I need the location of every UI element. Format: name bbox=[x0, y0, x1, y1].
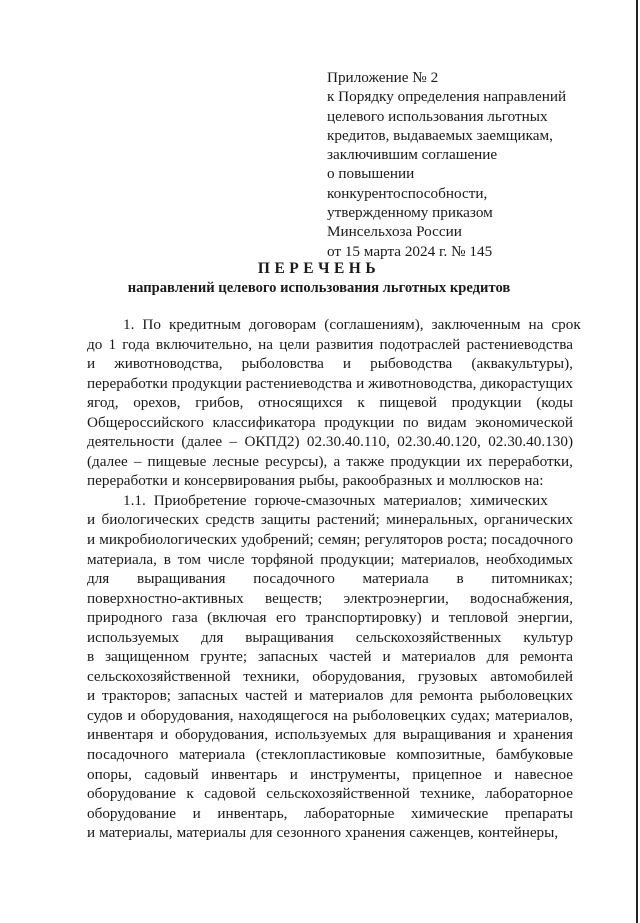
text-line bbox=[87, 823, 573, 843]
word: ОКПД2) bbox=[244, 433, 300, 451]
word: их bbox=[466, 452, 483, 470]
word: пищевой bbox=[379, 394, 437, 412]
word: (включая bbox=[207, 609, 267, 627]
appendix-line: утвержденному приказом bbox=[327, 204, 493, 222]
word: запасных bbox=[257, 648, 319, 666]
text-line bbox=[87, 628, 573, 648]
word: экономической bbox=[475, 413, 573, 431]
word: рыболовецких bbox=[479, 687, 573, 705]
word: рыболовства bbox=[241, 355, 324, 373]
word: сельскохозяйственной bbox=[266, 785, 410, 803]
text-line bbox=[123, 315, 581, 335]
word: Общероссийского bbox=[87, 413, 204, 431]
word: удобрений; bbox=[241, 531, 314, 549]
word: животноводства, bbox=[368, 374, 477, 392]
word: инвентаря bbox=[87, 726, 154, 744]
word: торфяной bbox=[251, 550, 314, 568]
word: грибов, bbox=[195, 394, 244, 412]
word: и bbox=[87, 687, 96, 705]
word: ремонта bbox=[519, 648, 573, 666]
text-line bbox=[87, 510, 573, 530]
word: а bbox=[333, 452, 341, 470]
word: продукции bbox=[324, 413, 395, 431]
word: моллюсков bbox=[448, 472, 521, 490]
word: (соглашениям), bbox=[324, 316, 424, 333]
word: к bbox=[357, 394, 365, 412]
word: и bbox=[127, 706, 136, 724]
word: частей bbox=[328, 648, 372, 666]
word: оборудования, bbox=[312, 667, 406, 685]
word: инструменты, bbox=[310, 765, 400, 783]
word: химические bbox=[411, 804, 489, 822]
word: орехов, bbox=[133, 394, 181, 412]
word: средств bbox=[205, 511, 255, 529]
word: материалов; bbox=[383, 491, 462, 509]
word: (аквакультуры), bbox=[471, 355, 573, 373]
word: используемых bbox=[87, 628, 180, 646]
word: материалов, bbox=[494, 706, 573, 724]
word: выращивания bbox=[245, 628, 334, 646]
word: переработки bbox=[87, 472, 168, 490]
appendix-line: к Порядку определения направлений bbox=[327, 88, 567, 106]
word: для bbox=[390, 687, 413, 705]
word: техники, bbox=[243, 667, 300, 685]
word: растениеводства bbox=[466, 335, 573, 353]
word: материалы bbox=[176, 824, 247, 842]
word: классификатора bbox=[212, 413, 316, 431]
word: видам bbox=[427, 413, 467, 431]
word: для bbox=[87, 570, 110, 588]
word: на bbox=[332, 706, 348, 724]
text-line bbox=[87, 432, 573, 452]
appendix-line: заключившим соглашение bbox=[327, 146, 498, 164]
word: 1. bbox=[123, 316, 135, 333]
text-line bbox=[87, 471, 573, 491]
word: для bbox=[201, 628, 224, 646]
word: горюче-смазочных bbox=[254, 491, 376, 509]
word: посадочного bbox=[253, 570, 335, 588]
word: выращивания bbox=[137, 570, 226, 588]
word: консервирования bbox=[183, 472, 295, 490]
appendix-line: кредитов, выдаваемых заемщикам, bbox=[327, 126, 553, 144]
text-line bbox=[87, 647, 573, 667]
word: срок bbox=[551, 316, 581, 333]
word: и bbox=[294, 687, 303, 705]
word: материала bbox=[179, 746, 246, 764]
word: защиты bbox=[260, 511, 311, 529]
word: поверхностно-активных bbox=[87, 589, 244, 607]
word: для bbox=[486, 648, 509, 666]
word: заключенным bbox=[431, 316, 521, 333]
text-line bbox=[87, 569, 573, 589]
text-line bbox=[87, 393, 573, 413]
word: оборудования, bbox=[140, 706, 234, 724]
word: хранения bbox=[345, 824, 406, 842]
appendix-line: о повышении bbox=[327, 165, 415, 183]
word: развития bbox=[315, 335, 374, 353]
word: 1.1. bbox=[123, 491, 146, 509]
text-line bbox=[87, 589, 573, 609]
word: (стеклопластиковые bbox=[255, 746, 386, 764]
word: переработки bbox=[87, 374, 168, 392]
text-line bbox=[87, 667, 573, 687]
text-line bbox=[87, 452, 573, 472]
appendix-block bbox=[327, 68, 617, 261]
word: сельскохозяйственной bbox=[87, 667, 231, 685]
text-line bbox=[87, 413, 573, 433]
word: оборудование bbox=[87, 785, 176, 803]
word: относящихся bbox=[258, 394, 343, 412]
word: автомобилей bbox=[490, 667, 573, 685]
text-line bbox=[87, 745, 573, 765]
word: газа bbox=[171, 609, 198, 627]
word: рыбы, bbox=[298, 472, 339, 490]
word: деятельности bbox=[87, 433, 174, 451]
word: дикорастущих bbox=[480, 374, 573, 392]
word: продукции bbox=[451, 394, 522, 412]
word: оборудование bbox=[87, 804, 176, 822]
word: и bbox=[382, 648, 391, 666]
text-line bbox=[87, 804, 573, 824]
word: растений; bbox=[316, 511, 380, 529]
word: частей bbox=[244, 687, 288, 705]
word: рыбоводства bbox=[370, 355, 453, 373]
word: сезонного bbox=[276, 824, 342, 842]
word: грузовых bbox=[417, 667, 478, 685]
word: композитные, bbox=[396, 746, 486, 764]
appendix-line: конкурентоспособности, bbox=[327, 184, 488, 202]
word: и bbox=[342, 355, 352, 373]
word: бамбуковые bbox=[495, 746, 573, 764]
word: лесные bbox=[212, 452, 259, 470]
word: ягод, bbox=[87, 394, 119, 412]
word: опоры, bbox=[87, 765, 132, 783]
word: находящегося bbox=[238, 706, 329, 724]
word: садовый bbox=[144, 765, 199, 783]
word: Приобретение bbox=[153, 491, 247, 509]
word: семян; bbox=[317, 531, 361, 549]
word: материалов bbox=[309, 687, 384, 705]
word: в bbox=[163, 550, 171, 568]
word: прицепное bbox=[412, 765, 482, 783]
word: необходимых bbox=[485, 550, 573, 568]
word: веществ; bbox=[265, 589, 323, 607]
word: к bbox=[186, 785, 194, 803]
appendix-line: целевого использования льготных bbox=[327, 107, 548, 125]
word: органических bbox=[483, 511, 573, 529]
word: числе bbox=[207, 550, 245, 568]
word: контейнеры, bbox=[477, 824, 559, 842]
word: судов bbox=[87, 706, 123, 724]
word: сельскохозяйственных bbox=[355, 628, 502, 646]
word: посадочного bbox=[491, 531, 573, 549]
word: лабораторные bbox=[304, 804, 395, 822]
word: – bbox=[229, 433, 238, 451]
word: минеральных, bbox=[386, 511, 478, 529]
word: продукции bbox=[171, 374, 242, 392]
word: 02.30.40.120, bbox=[397, 433, 481, 451]
word: транспортировку) bbox=[305, 609, 422, 627]
word: грунте; bbox=[200, 648, 248, 666]
word: ремонта bbox=[419, 687, 473, 705]
word: и bbox=[494, 765, 503, 783]
word: переработки, bbox=[488, 452, 573, 470]
text-line bbox=[87, 608, 573, 628]
word: в bbox=[87, 648, 95, 666]
appendix-line: Приложение № 2 bbox=[327, 69, 439, 86]
word: материала, bbox=[87, 550, 157, 568]
word: том bbox=[177, 550, 202, 568]
word: ракообразных bbox=[342, 472, 433, 490]
paragraph-1 bbox=[87, 315, 581, 491]
word: водоснабжения, bbox=[470, 589, 573, 607]
word: материалов bbox=[401, 648, 476, 666]
word: природного bbox=[87, 609, 163, 627]
word: кредитным bbox=[168, 316, 241, 333]
word: 02.30.40.130) bbox=[488, 433, 573, 451]
word: и bbox=[356, 374, 365, 392]
word: материалы, bbox=[99, 824, 173, 842]
word: и bbox=[87, 531, 96, 549]
word: культур bbox=[523, 628, 573, 646]
text-line bbox=[87, 530, 573, 550]
word: для bbox=[373, 726, 396, 744]
word: и bbox=[431, 609, 440, 627]
word: тепловой bbox=[448, 609, 509, 627]
word: и bbox=[87, 824, 96, 842]
word: лабораторное bbox=[485, 785, 573, 803]
word: защищенном bbox=[105, 648, 190, 666]
word: регуляторов bbox=[364, 531, 444, 549]
word: на bbox=[258, 335, 274, 353]
word: материала bbox=[362, 570, 429, 588]
word: рыболовецких bbox=[352, 706, 446, 724]
word: химических bbox=[469, 491, 548, 509]
text-line bbox=[87, 354, 573, 374]
text-line bbox=[87, 374, 573, 394]
word: оборудования, bbox=[175, 726, 269, 744]
word: года bbox=[122, 335, 150, 353]
text-line bbox=[87, 784, 573, 804]
word: биологических bbox=[101, 511, 199, 529]
word: пищевые bbox=[147, 452, 207, 470]
word: и bbox=[160, 726, 169, 744]
word: инвентарь, bbox=[217, 804, 288, 822]
word: его bbox=[275, 609, 297, 627]
word: на bbox=[528, 316, 544, 333]
word: энергии, bbox=[517, 609, 573, 627]
text-line bbox=[87, 335, 573, 355]
word: также bbox=[346, 452, 385, 470]
text-line bbox=[87, 706, 573, 726]
word: судах; bbox=[450, 706, 491, 724]
word: инвентарь bbox=[211, 765, 278, 783]
appendix-line: от 15 марта 2024 г. № 145 bbox=[327, 242, 493, 260]
word: (далее bbox=[181, 433, 223, 451]
word: и bbox=[498, 726, 507, 744]
word: используемых bbox=[274, 726, 367, 744]
text-line bbox=[87, 686, 573, 706]
word: саженцев, bbox=[409, 824, 474, 842]
word: и bbox=[192, 804, 201, 822]
word: и bbox=[289, 765, 298, 783]
word: для bbox=[250, 824, 273, 842]
word: (коды bbox=[536, 394, 573, 412]
text-line bbox=[87, 550, 573, 570]
word: и bbox=[87, 511, 96, 529]
word: питомниках; bbox=[491, 570, 573, 588]
word: технике, bbox=[420, 785, 475, 803]
word: навесное bbox=[514, 765, 573, 783]
word: препараты bbox=[504, 804, 573, 822]
word: посадочного bbox=[87, 746, 169, 764]
word: договорам bbox=[248, 316, 317, 333]
word: электроэнергии, bbox=[343, 589, 449, 607]
document-body bbox=[87, 315, 581, 843]
word: запасных bbox=[177, 687, 238, 705]
word: садовой bbox=[204, 785, 256, 803]
word: цели bbox=[279, 335, 310, 353]
word: тракторов; bbox=[102, 687, 171, 705]
word: микробиологических bbox=[99, 531, 237, 549]
document-title: ПЕРЕЧЕНЬ bbox=[257, 260, 381, 277]
word: 1 bbox=[108, 335, 117, 353]
word: роста; bbox=[447, 531, 488, 549]
word: продукции; bbox=[320, 550, 395, 568]
word: выращивания bbox=[402, 726, 492, 744]
word: до bbox=[87, 335, 103, 353]
word: – bbox=[133, 452, 142, 470]
word: растениеводства bbox=[245, 374, 353, 392]
word: (далее bbox=[87, 452, 128, 470]
word: ресурсы), bbox=[265, 452, 328, 470]
word: на: bbox=[524, 472, 544, 490]
word: и bbox=[87, 355, 96, 373]
word: подотраслей bbox=[379, 335, 461, 353]
word: По bbox=[142, 316, 161, 333]
word: и bbox=[436, 472, 445, 490]
word: и bbox=[171, 472, 180, 490]
word: 02.30.40.110, bbox=[306, 433, 390, 451]
word: по bbox=[402, 413, 419, 431]
word: в bbox=[456, 570, 464, 588]
paragraph-1-1 bbox=[87, 491, 573, 843]
word: хранения bbox=[512, 726, 573, 744]
text-line bbox=[87, 765, 573, 785]
appendix-line: Минсельхоза России bbox=[327, 223, 462, 241]
word: продукции bbox=[390, 452, 461, 470]
word: включительно, bbox=[155, 335, 252, 353]
word: животноводства, bbox=[114, 355, 223, 373]
text-line bbox=[87, 725, 573, 745]
document-subtitle: направлений целевого использования льготных кредитов bbox=[127, 280, 511, 296]
word: материалов, bbox=[401, 550, 480, 568]
text-line bbox=[123, 491, 573, 511]
